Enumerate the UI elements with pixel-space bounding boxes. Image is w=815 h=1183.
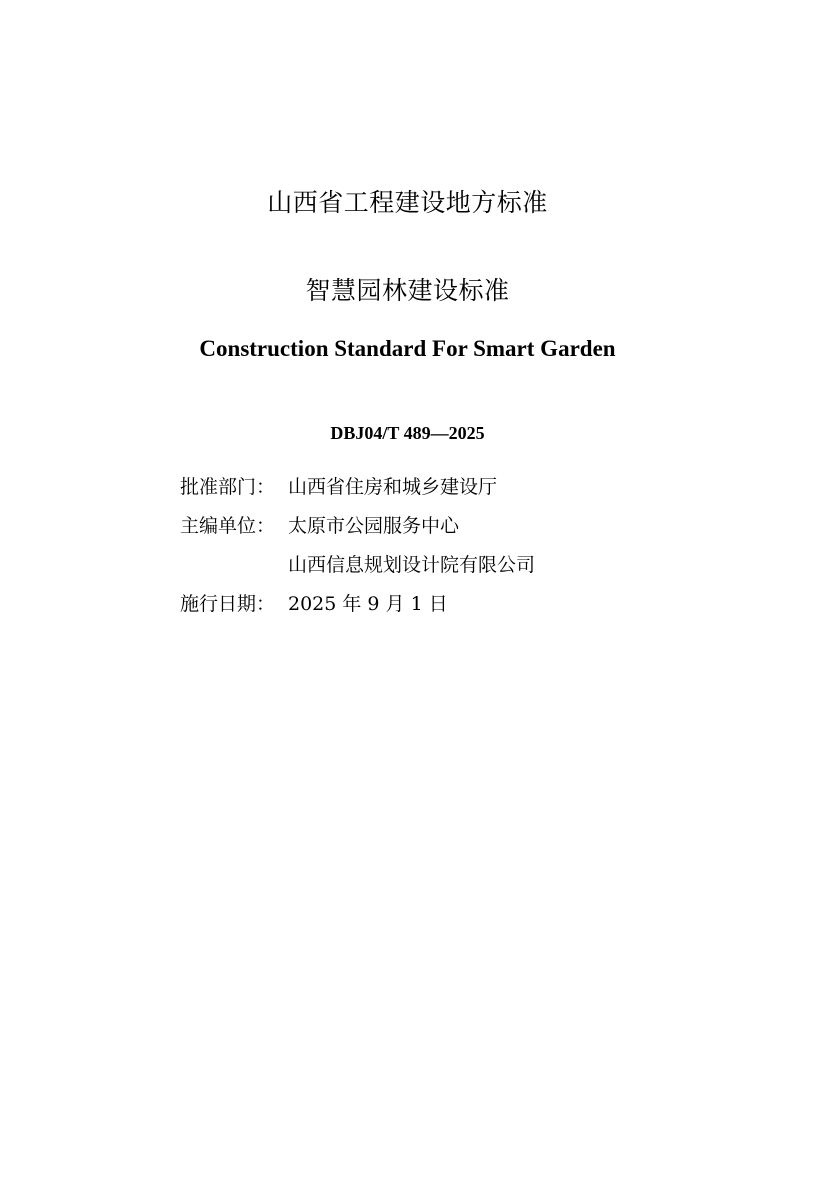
- editor-value-1: 太原市公园服务中心: [288, 515, 460, 537]
- standard-code: DBJ04/T 489—2025: [330, 423, 485, 443]
- document-title-cn: 智慧园林建设标准: [305, 276, 510, 305]
- effective-date-value: 2025 年 9 月 1 日: [288, 593, 448, 615]
- editor-row-continued: [180, 552, 535, 578]
- document-title-en: Construction Standard For Smart Garden: [199, 336, 616, 361]
- editor-row: [180, 513, 459, 539]
- editor-label: 主编单位：: [180, 515, 276, 537]
- effective-date-row: [180, 591, 448, 617]
- approval-label: 批准部门：: [180, 476, 276, 498]
- effective-date-label: 施行日期：: [180, 593, 276, 615]
- editor-label-spacer: [180, 552, 288, 578]
- approval-value: 山西省住房和城乡建设厅: [288, 476, 498, 498]
- editor-value-2: 山西信息规划设计院有限公司: [288, 554, 536, 576]
- series-title: 山西省工程建设地方标准: [267, 188, 548, 217]
- approval-row: [180, 474, 497, 500]
